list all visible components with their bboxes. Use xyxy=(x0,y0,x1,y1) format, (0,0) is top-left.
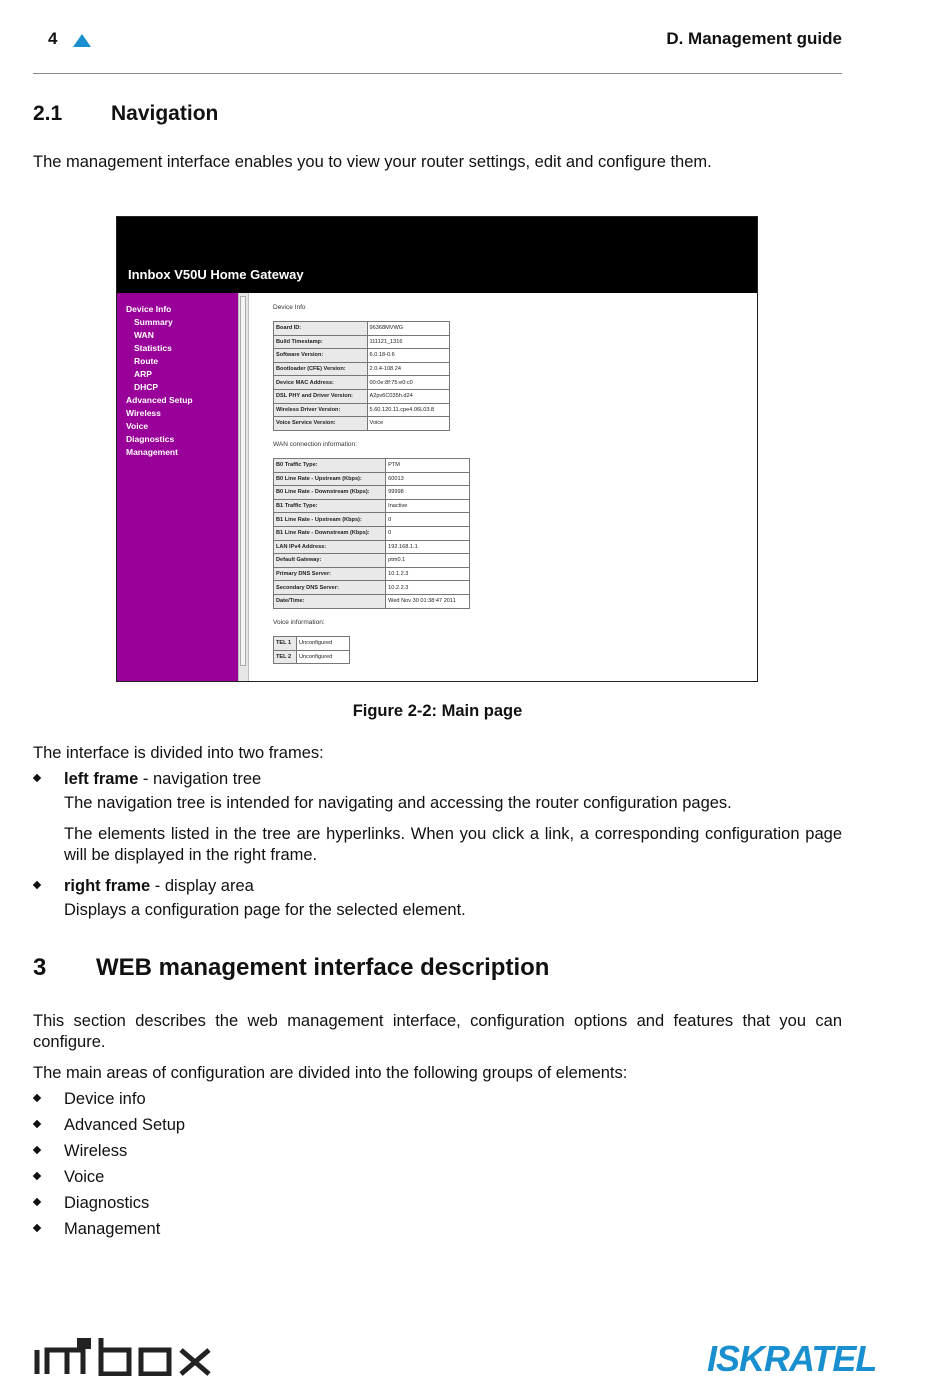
table-row xyxy=(274,567,470,581)
innbox-logo-mark xyxy=(33,1336,228,1376)
table-row xyxy=(274,486,470,500)
table-value-cell: 00:0e:8f:75:e0:c0 xyxy=(367,376,449,390)
table-row xyxy=(274,526,470,540)
screenshot-window-title: Innbox V50U Home Gateway xyxy=(128,267,304,282)
table-row xyxy=(274,335,450,349)
nav-wireless[interactable]: Wireless xyxy=(126,408,161,418)
bullet-icon xyxy=(33,1198,41,1206)
bullet-icon xyxy=(33,1224,41,1232)
table-value-cell: 99998 xyxy=(386,486,470,500)
table-key-cell: Primary DNS Server: xyxy=(274,567,386,581)
table-row xyxy=(274,459,470,473)
table-value-cell: 0 xyxy=(386,526,470,540)
table-value-cell: 10.1.2.3 xyxy=(386,567,470,581)
main-page-screenshot xyxy=(116,216,758,682)
table-key-cell: B0 Traffic Type: xyxy=(274,459,386,473)
table-value-cell: 60013 xyxy=(386,472,470,486)
table-key-cell: LAN IPv4 Address: xyxy=(274,540,386,554)
table-value-cell: A2pv6C035h.d24 xyxy=(367,389,449,403)
table-value-cell: 5.60.120.11.cpe4.06L03.8 xyxy=(367,403,449,417)
group-item-voice: Voice xyxy=(64,1168,105,1186)
table-row xyxy=(274,637,350,651)
table-value-cell: 6.0.18-0.6 xyxy=(367,349,449,363)
section-3-para2: The main areas of configuration are divided into the following groups of elements: xyxy=(33,1064,628,1082)
frames-intro: The interface is divided into two frames: xyxy=(33,744,324,762)
table-value-cell: 0 xyxy=(386,513,470,527)
bullet-icon xyxy=(33,1120,41,1128)
table-row xyxy=(274,650,350,664)
table-key-cell: B0 Line Rate - Upstream (Kbps): xyxy=(274,472,386,486)
table-row xyxy=(274,417,450,431)
nav-summary[interactable]: Summary xyxy=(134,317,173,327)
table-key-cell: TEL 2 xyxy=(274,650,297,664)
section-title: WEB management interface description xyxy=(96,954,550,981)
wan-info-heading: WAN connection information: xyxy=(273,441,357,448)
right-frame-rest: - display area xyxy=(150,877,254,895)
device-info-table xyxy=(273,321,450,431)
left-frame-term: left frame xyxy=(64,770,139,788)
section-3-para1: This section describes the web management interface, configuration options and features that you can configure. xyxy=(33,1012,842,1051)
bullet-icon xyxy=(33,1146,41,1154)
table-row xyxy=(274,362,450,376)
table-row xyxy=(274,554,470,568)
table-key-cell: Secondary DNS Server: xyxy=(274,581,386,595)
nav-wan[interactable]: WAN xyxy=(134,330,154,340)
table-value-cell: 2.0.4-108.24 xyxy=(367,362,449,376)
screenshot-header-bar xyxy=(117,217,757,293)
table-key-cell: TEL 1 xyxy=(274,637,297,651)
section-number: 2.1 xyxy=(33,102,63,125)
table-row xyxy=(274,472,470,486)
table-key-cell: Wireless Driver Version: xyxy=(274,403,368,417)
guide-title: D. Management guide xyxy=(666,29,842,48)
screenshot-scrollbar xyxy=(238,293,249,681)
device-info-heading: Device Info xyxy=(273,304,306,311)
table-key-cell: B1 Traffic Type: xyxy=(274,499,386,513)
left-frame-desc2: The elements listed in the tree are hyperlinks. When you click a link, a corresponding configuration page will be displayed in the right frame. xyxy=(64,825,842,864)
section-heading-navigation xyxy=(33,102,218,126)
nav-device-info[interactable]: Device Info xyxy=(126,304,172,314)
table-value-cell: Unconfigured xyxy=(297,637,350,651)
table-key-cell: Build Timestamp: xyxy=(274,335,368,349)
table-key-cell: Date/Time: xyxy=(274,594,386,608)
table-value-cell: 111121_1316 xyxy=(367,335,449,349)
table-row xyxy=(274,322,450,336)
group-item-wireless: Wireless xyxy=(64,1142,128,1160)
right-frame-term: right frame xyxy=(64,877,151,895)
table-value-cell: 96368MVWG xyxy=(367,322,449,336)
group-item-management: Management xyxy=(64,1220,161,1238)
section-heading-web-management xyxy=(33,954,549,982)
right-frame-item xyxy=(64,876,842,897)
table-row xyxy=(274,389,450,403)
table-key-cell: Default Gateway: xyxy=(274,554,386,568)
table-key-cell: B1 Line Rate - Downstream (Kbps): xyxy=(274,526,386,540)
up-triangle-icon[interactable] xyxy=(73,34,91,47)
nav-management[interactable]: Management xyxy=(126,447,178,457)
group-item-device-info: Device info xyxy=(64,1090,146,1108)
nav-voice[interactable]: Voice xyxy=(126,421,149,431)
nav-diagnostics[interactable]: Diagnostics xyxy=(126,434,175,444)
page-number: 4 xyxy=(48,29,58,48)
table-key-cell: Bootloader (CFE) Version: xyxy=(274,362,368,376)
table-row xyxy=(274,376,450,390)
bullet-icon xyxy=(33,1094,41,1102)
voice-info-table xyxy=(273,636,350,664)
nav-route[interactable]: Route xyxy=(134,356,159,366)
left-frame-rest: - navigation tree xyxy=(138,770,262,788)
section-number: 3 xyxy=(33,954,47,981)
table-row xyxy=(274,540,470,554)
table-row xyxy=(274,594,470,608)
voice-info-heading: Voice information: xyxy=(273,619,325,626)
table-key-cell: DSL PHY and Driver Version: xyxy=(274,389,368,403)
header-divider xyxy=(33,73,842,74)
table-key-cell: Device MAC Address: xyxy=(274,376,368,390)
nav-statistics[interactable]: Statistics xyxy=(134,343,172,353)
iskratel-logo-text: ISKRATEL xyxy=(707,1338,877,1379)
group-item-diagnostics: Diagnostics xyxy=(64,1194,150,1212)
bullet-icon xyxy=(33,774,41,782)
table-row xyxy=(274,349,450,363)
table-key-cell: B1 Line Rate - Upstream (Kbps): xyxy=(274,513,386,527)
table-key-cell: Software Version: xyxy=(274,349,368,363)
innbox-logo xyxy=(33,1336,228,1381)
table-key-cell: Board ID: xyxy=(274,322,368,336)
table-value-cell: ptm0.1 xyxy=(386,554,470,568)
table-row xyxy=(274,581,470,595)
bullet-icon xyxy=(33,881,41,889)
table-row xyxy=(274,499,470,513)
table-row xyxy=(274,513,470,527)
table-value-cell: Inactive xyxy=(386,499,470,513)
table-value-cell: PTM xyxy=(386,459,470,473)
table-value-cell: Wed Nov 30 01:38:47 2011 xyxy=(386,594,470,608)
nav-arp[interactable]: ARP xyxy=(134,369,152,379)
table-value-cell: Voice xyxy=(367,417,449,431)
screenshot-nav-frame xyxy=(117,293,238,681)
navigation-intro: The management interface enables you to view your router settings, edit and configure them. xyxy=(33,153,712,171)
nav-dhcp[interactable]: DHCP xyxy=(134,382,159,392)
table-value-cell: Unconfigured xyxy=(297,650,350,664)
section-title: Navigation xyxy=(111,102,219,125)
left-frame-item xyxy=(64,769,842,790)
group-item-advanced-setup: Advanced Setup xyxy=(64,1116,186,1134)
nav-advanced-setup[interactable]: Advanced Setup xyxy=(126,395,193,405)
table-value-cell: 10.2.2.3 xyxy=(386,581,470,595)
table-key-cell: B0 Line Rate - Downstream (Kbps): xyxy=(274,486,386,500)
figure-caption: Figure 2-2: Main page xyxy=(352,702,523,720)
table-row xyxy=(274,403,450,417)
table-value-cell: 192.168.1.1 xyxy=(386,540,470,554)
bullet-icon xyxy=(33,1172,41,1180)
iskratel-logo xyxy=(707,1338,876,1380)
left-frame-desc1: The navigation tree is intended for navigating and accessing the router configuration pages. xyxy=(64,794,732,812)
scrollbar-thumb xyxy=(240,296,246,666)
right-frame-desc: Displays a configuration page for the selected element. xyxy=(64,901,466,919)
wan-info-table xyxy=(273,458,470,609)
table-key-cell: Voice Service Version: xyxy=(274,417,368,431)
